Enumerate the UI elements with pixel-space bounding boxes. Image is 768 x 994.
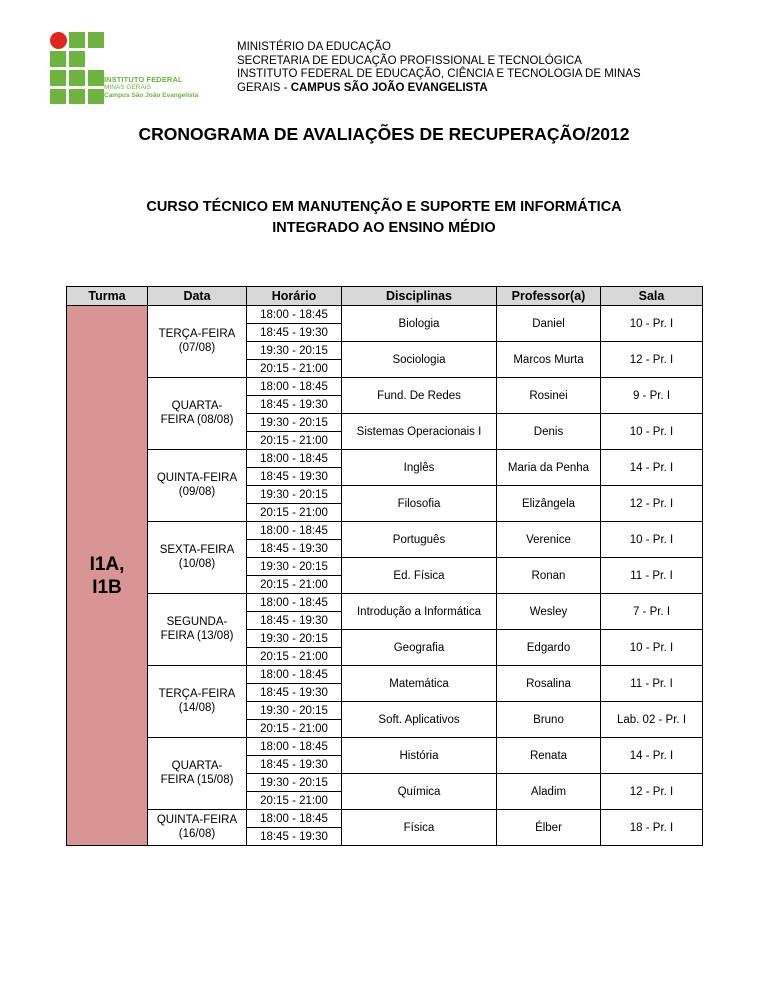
- professor-cell: Maria da Penha: [497, 450, 601, 486]
- schedule-body: [67, 306, 703, 846]
- logo-red-circle: [50, 32, 67, 49]
- column-header-turma: Turma: [67, 287, 148, 306]
- turma-label: I1A,: [89, 553, 125, 575]
- professor-cell: Aladim: [497, 774, 601, 810]
- date-label: (14/08): [178, 701, 216, 714]
- course-title-line: CURSO TÉCNICO EM MANUTENÇÃO E SUPORTE EM INFORMÁTICA: [146, 199, 622, 215]
- discipline-cell: Química: [342, 774, 497, 810]
- professor-cell: Bruno: [497, 702, 601, 738]
- room-cell: 14 - Pr. I: [601, 450, 703, 486]
- table-row: [67, 522, 703, 540]
- weekday-label: SEGUNDA-: [166, 616, 228, 628]
- column-header-sala: Sala: [601, 287, 703, 306]
- table-header-row: [67, 287, 703, 306]
- room-cell: 10 - Pr. I: [601, 630, 703, 666]
- logo-square: [50, 70, 66, 86]
- date-label: FEIRA (13/08): [160, 629, 234, 642]
- weekday-label: TERÇA-FEIRA: [158, 328, 236, 340]
- weekday-label: TERÇA-FEIRA: [158, 688, 236, 700]
- time-cell: 18:00 - 18:45: [247, 306, 342, 324]
- professor-cell: Wesley: [497, 594, 601, 630]
- header-line-prefix: GERAIS -: [237, 81, 291, 94]
- time-cell: 18:00 - 18:45: [247, 378, 342, 396]
- room-cell: 11 - Pr. I: [601, 558, 703, 594]
- weekday-label: QUARTA-: [171, 760, 223, 772]
- discipline-cell: Matemática: [342, 666, 497, 702]
- room-cell: 12 - Pr. I: [601, 342, 703, 378]
- column-header-disciplinas: Disciplinas: [342, 287, 497, 306]
- date-label: (10/08): [178, 557, 216, 570]
- room-cell: 7 - Pr. I: [601, 594, 703, 630]
- logo-text-institute: INSTITUTO FEDERAL: [104, 75, 183, 84]
- discipline-cell: Inglês: [342, 450, 497, 486]
- header-line: MINISTÉRIO DA EDUCAÇÃO: [237, 41, 391, 53]
- logo-square: [88, 89, 104, 104]
- room-cell: 18 - Pr. I: [601, 810, 703, 846]
- time-cell: 19:30 - 20:15: [247, 774, 342, 792]
- date-label: FEIRA (08/08): [160, 413, 234, 426]
- time-cell: 20:15 - 21:00: [247, 720, 342, 738]
- logo-text-campus: Campus São João Evangelista: [104, 92, 199, 99]
- time-cell: 18:00 - 18:45: [247, 450, 342, 468]
- weekday-label: QUARTA-: [171, 400, 223, 412]
- header-line: SECRETARIA DE EDUCAÇÃO PROFISSIONAL E TECNOLÓGICA: [237, 54, 582, 67]
- room-cell: 9 - Pr. I: [601, 378, 703, 414]
- schedule-table: [66, 286, 703, 846]
- logo-square: [88, 70, 104, 86]
- discipline-cell: Sistemas Operacionais I: [342, 414, 497, 450]
- discipline-cell: Ed. Física: [342, 558, 497, 594]
- time-cell: 18:00 - 18:45: [247, 594, 342, 612]
- header-line: INSTITUTO FEDERAL DE EDUCAÇÃO, CIÊNCIA E TECNOLOGIA DE MINAS: [237, 68, 641, 80]
- date-cell: [148, 378, 247, 450]
- logo-square: [69, 70, 85, 86]
- table-row: [67, 738, 703, 756]
- logo-square: [69, 89, 85, 104]
- professor-cell: Rosinei: [497, 378, 601, 414]
- room-cell: 12 - Pr. I: [601, 486, 703, 522]
- time-cell: 18:00 - 18:45: [247, 738, 342, 756]
- professor-cell: Elizângela: [497, 486, 601, 522]
- professor-cell: Élber: [497, 810, 601, 846]
- time-cell: 19:30 - 20:15: [247, 414, 342, 432]
- time-cell: 19:30 - 20:15: [247, 558, 342, 576]
- time-cell: 20:15 - 21:00: [247, 504, 342, 522]
- time-cell: 18:45 - 19:30: [247, 324, 342, 342]
- time-cell: 20:15 - 21:00: [247, 576, 342, 594]
- page-title: CRONOGRAMA DE AVALIAÇÕES DE RECUPERAÇÃO/2012: [138, 124, 630, 144]
- turma-label: I1B: [92, 576, 122, 598]
- column-header-data: Data: [148, 287, 247, 306]
- time-cell: 18:45 - 19:30: [247, 684, 342, 702]
- time-cell: 20:15 - 21:00: [247, 432, 342, 450]
- professor-cell: Rosalina: [497, 666, 601, 702]
- time-cell: 20:15 - 21:00: [247, 360, 342, 378]
- logo-square: [69, 51, 85, 67]
- professor-cell: Daniel: [497, 306, 601, 342]
- professor-cell: Renata: [497, 738, 601, 774]
- room-cell: 10 - Pr. I: [601, 522, 703, 558]
- date-label: (09/08): [178, 485, 216, 498]
- institution-header: [237, 41, 641, 95]
- room-cell: 11 - Pr. I: [601, 666, 703, 702]
- time-cell: 18:45 - 19:30: [247, 756, 342, 774]
- professor-cell: Verenice: [497, 522, 601, 558]
- date-cell: [148, 522, 247, 594]
- time-cell: 18:45 - 19:30: [247, 468, 342, 486]
- date-label: (16/08): [178, 827, 216, 840]
- discipline-cell: Sociologia: [342, 342, 497, 378]
- time-cell: 18:00 - 18:45: [247, 522, 342, 540]
- discipline-cell: Física: [342, 810, 497, 846]
- course-title-line: INTEGRADO AO ENSINO MÉDIO: [272, 220, 496, 236]
- column-header-horario: Horário: [247, 287, 342, 306]
- turma-cell: [67, 306, 148, 846]
- logo-square: [69, 32, 85, 48]
- discipline-cell: Soft. Aplicativos: [342, 702, 497, 738]
- date-cell: [148, 666, 247, 738]
- room-cell: Lab. 02 - Pr. I: [601, 702, 703, 738]
- discipline-cell: Fund. De Redes: [342, 378, 497, 414]
- campus-name: CAMPUS SÃO JOÃO EVANGELISTA: [290, 81, 488, 94]
- room-cell: 10 - Pr. I: [601, 414, 703, 450]
- table-row: [67, 666, 703, 684]
- date-label: (07/08): [178, 341, 216, 354]
- header-line: [237, 82, 641, 96]
- course-title: [0, 197, 768, 239]
- discipline-cell: Geografia: [342, 630, 497, 666]
- time-cell: 18:45 - 19:30: [247, 612, 342, 630]
- date-cell: [148, 738, 247, 810]
- time-cell: 18:45 - 19:30: [247, 828, 342, 846]
- logo-square: [50, 89, 66, 104]
- time-cell: 19:30 - 20:15: [247, 702, 342, 720]
- logo-text-state: MINAS GERAIS: [104, 84, 151, 91]
- time-cell: 20:15 - 21:00: [247, 792, 342, 810]
- discipline-cell: Biologia: [342, 306, 497, 342]
- logo-square: [50, 51, 66, 67]
- professor-cell: Denis: [497, 414, 601, 450]
- table-row: [67, 378, 703, 396]
- time-cell: 18:00 - 18:45: [247, 810, 342, 828]
- column-header-professor: Professor(a): [497, 287, 601, 306]
- professor-cell: Ronan: [497, 558, 601, 594]
- professor-cell: Marcos Murta: [497, 342, 601, 378]
- time-cell: 18:45 - 19:30: [247, 540, 342, 558]
- date-cell: [148, 810, 247, 846]
- table-row: [67, 450, 703, 468]
- time-cell: 19:30 - 20:15: [247, 630, 342, 648]
- date-cell: [148, 306, 247, 378]
- discipline-cell: História: [342, 738, 497, 774]
- weekday-label: QUINTA-FEIRA: [156, 814, 238, 826]
- time-cell: 19:30 - 20:15: [247, 486, 342, 504]
- discipline-cell: Introdução a Informática: [342, 594, 497, 630]
- room-cell: 14 - Pr. I: [601, 738, 703, 774]
- weekday-label: QUINTA-FEIRA: [156, 472, 238, 484]
- table-row: [67, 594, 703, 612]
- room-cell: 12 - Pr. I: [601, 774, 703, 810]
- logo-square: [88, 32, 104, 48]
- table-row: [67, 306, 703, 324]
- time-cell: 20:15 - 21:00: [247, 648, 342, 666]
- date-label: FEIRA (15/08): [160, 773, 234, 786]
- time-cell: 18:45 - 19:30: [247, 396, 342, 414]
- room-cell: 10 - Pr. I: [601, 306, 703, 342]
- time-cell: 18:00 - 18:45: [247, 666, 342, 684]
- time-cell: 19:30 - 20:15: [247, 342, 342, 360]
- date-cell: [148, 450, 247, 522]
- weekday-label: SEXTA-FEIRA: [159, 544, 235, 556]
- discipline-cell: Português: [342, 522, 497, 558]
- table-row: [67, 810, 703, 828]
- date-cell: [148, 594, 247, 666]
- professor-cell: Edgardo: [497, 630, 601, 666]
- discipline-cell: Filosofia: [342, 486, 497, 522]
- institute-logo: [50, 32, 225, 104]
